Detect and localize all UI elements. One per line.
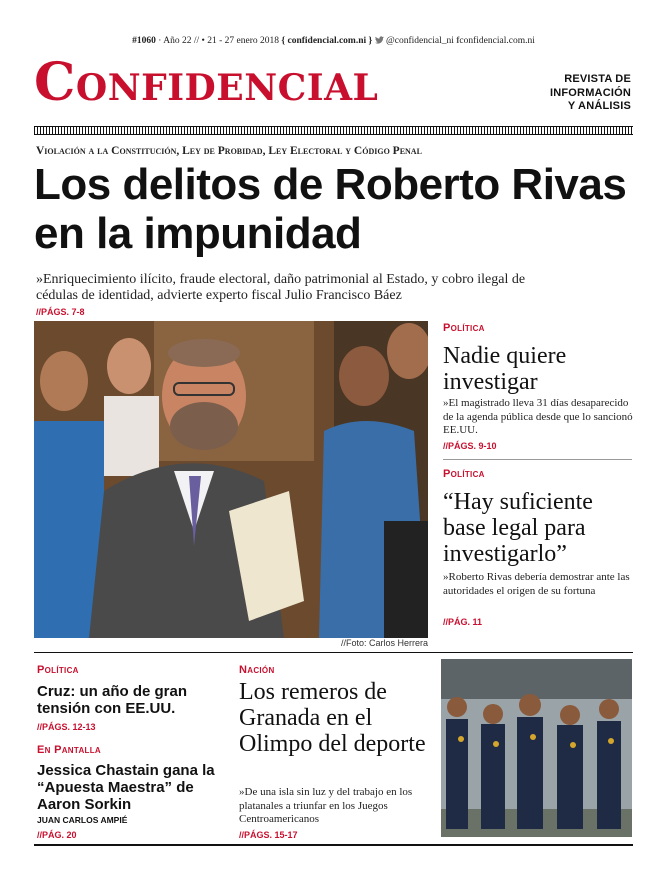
bottom-left2-pages[interactable]: //PÁG. 20 [37,830,77,840]
twitter-handle[interactable]: @confidencial_ni [386,36,454,46]
bottom-left2-byline: JUAN CARLOS AMPIÉ [37,815,128,825]
photo-credit: //Foto: Carlos Herrera [340,638,428,648]
side-divider [443,459,632,460]
side1-headline[interactable]: Nadie quiere investigar [443,343,567,395]
lead-photo-illustration [34,321,428,638]
masthead-tagline [550,73,631,114]
bottom-mid-section: Nación [239,664,275,676]
side1-pages[interactable]: //PÁGS. 9-10 [443,441,497,451]
side2-body: »Roberto Rivas debería demostrar ante las autoridades el origen de su fortuna [443,571,630,597]
bottom-left1-section: Política [37,664,79,676]
side1-body: »El magistrado lleva 31 días desaparecido de la agenda pública desde que lo sancionó EE.UU. [443,397,633,436]
bottom-mid-body: »De una isla sin luz y del trabajo en los platanales a triunfar en los Juegos Centroamericanos [239,786,413,825]
tagline-line-1: REVISTA DE [564,73,631,85]
lead-photo [34,321,428,638]
side1-section: Política [443,322,485,334]
rowers-photo-illustration [441,659,632,837]
lead-headline[interactable]: Los delitos de Roberto Rivas en la impunidad [34,160,627,258]
bottom-left1-headline[interactable]: Cruz: un año de gran tensión con EE.UU. [37,683,187,717]
lead-kicker: Violación a la Constitución, Ley de Probidad, Ley Electoral y Código Penal [36,145,422,157]
lead-deck: »Enriquecimiento ilícito, fraude electoral, daño patrimonial al Estado, y cobro ilegal de cédulas de identidad, advierte experto fiscal Julio Francisco Báez [36,272,526,303]
tagline-line-2: INFORMACIÓN [549,86,631,99]
bottom-mid-headline[interactable]: Los remeros de Granada en el Olimpo del deporte [239,679,426,757]
facebook-handle[interactable]: confidencial.com.ni [459,36,535,46]
issue-info-bar [0,36,667,46]
side2-headline[interactable]: “Hay suficiente base legal para investigarlo” [443,489,593,567]
bottom-mid-pages[interactable]: //PÁGS. 15-17 [239,830,298,840]
masthead-rule [34,126,633,135]
issue-dates: • 21 - 27 enero 2018 [201,36,280,46]
tagline-line-3: Y ANÁLISIS [567,100,631,112]
side2-section: Política [443,468,485,480]
bottom-left2-section: En Pantalla [37,744,101,756]
bottom-left2-headline[interactable]: Jessica Chastain gana la “Apuesta Maestra” de Aaron Sorkin [37,762,215,813]
rowers-photo [441,659,632,837]
bottom-section-rule [34,652,633,653]
issue-number: #1060 [132,36,156,46]
masthead-logo: Confidencial [34,52,379,113]
footer-rule [34,844,633,846]
twitter-icon [375,36,386,46]
lead-pages[interactable]: //PÁGS. 7-8 [36,307,85,317]
bottom-left1-pages[interactable]: //PÁGS. 12-13 [37,722,96,732]
side2-pages[interactable]: //PÁG. 11 [443,617,483,627]
website-link[interactable]: { confidencial.com.ni } [281,36,373,46]
issue-year: · Año 22 // [158,36,200,46]
facebook-icon: f [456,36,460,46]
